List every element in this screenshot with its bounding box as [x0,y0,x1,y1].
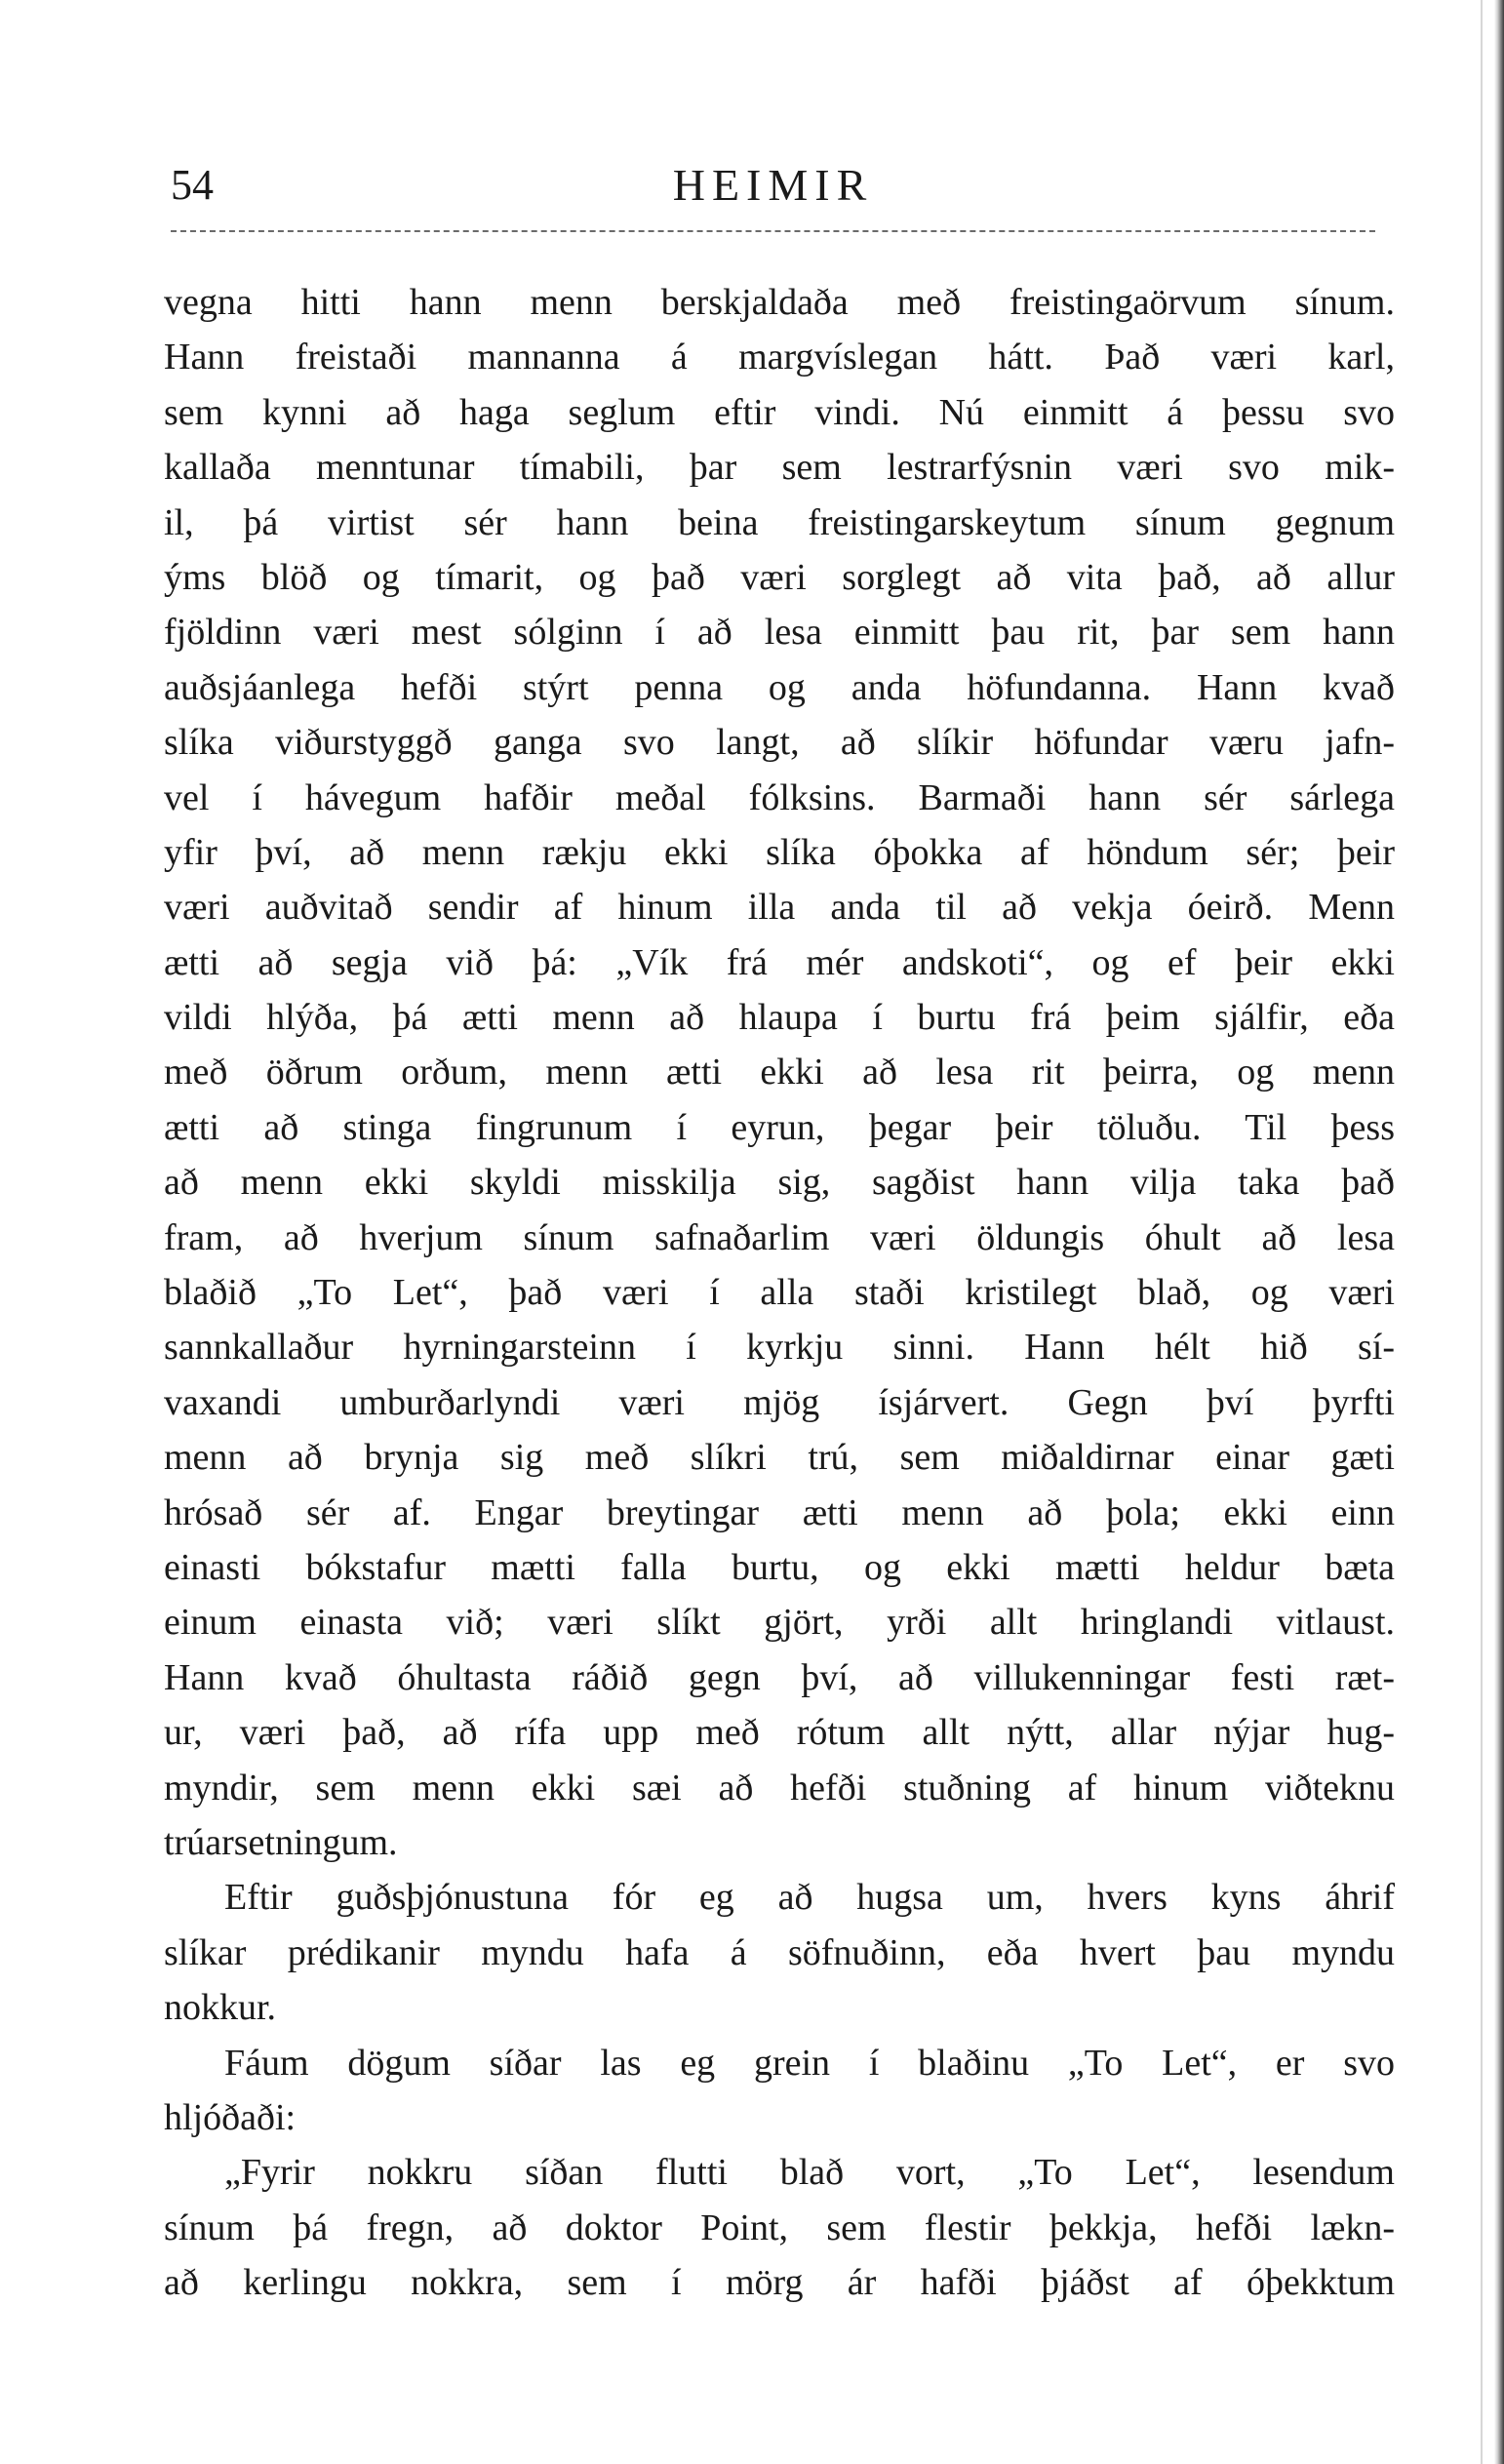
text-line: sem kynni að haga seglum eftir vindi. Nú einmitt á þessu svo [164,391,1395,433]
text-line: að menn ekki skyldi misskilja sig, sagðist hann vilja taka það [164,1162,1395,1204]
text-line: Eftir guðsþjónustuna fór eg að hugsa um, hvers kyns áhrif [224,1877,1395,1919]
text-line: einasti bókstafur mætti falla burtu, og ekki mætti heldur bæta [164,1546,1395,1588]
text-line: myndir, sem menn ekki sæi að hefði stuðning af hinum viðteknu [164,1767,1395,1808]
text-line: kallaða menntunar tímabili, þar sem lestrarfýsnin væri svo mik- [164,447,1395,489]
text-line: Fáum dögum síðar las eg grein í blaðinu „To Let“, er svo [224,2042,1395,2084]
page-header [171,156,1375,224]
text-line: trúarsetningum. [164,1821,398,1863]
body-text [164,275,1395,2310]
text-line: ætti að stinga fingrunum í eyrun, þegar þeir töluðu. Til þess [164,1106,1395,1148]
text-line: il, þá virtist sér hann beina freistingarskeytum sínum gegnum [164,501,1395,543]
text-line: auðsjáanlega hefði stýrt penna og anda höfundanna. Hann kvað [164,666,1395,708]
running-title: HEIMIR [672,160,874,210]
text-line: slíkar prédikanir myndu hafa á söfnuðinn, eða hvert þau myndu [164,1931,1395,1973]
text-line: vel í hávegum hafðir meðal fólksins. Barmaði hann sér sárlega [164,776,1395,818]
text-line: fjöldinn væri mest sólginn í að lesa einmitt þau rit, þar sem hann [164,612,1395,654]
page-edge-shadow [1481,0,1483,2464]
text-line: Hann kvað óhultasta ráðið gegn því, að villukenningar festi ræt- [164,1656,1395,1698]
text-line: Hann freistaði mannanna á margvíslegan hátt. Það væri karl, [164,337,1395,378]
text-line: slíka viðurstyggð ganga svo langt, að slíkir höfundar væru jafn- [164,722,1395,764]
text-line: ur, væri það, að rífa upp með rótum allt nýtt, allar nýjar hug- [164,1712,1395,1754]
text-line: að kerlingu nokkra, sem í mörg ár hafði þjáðst af óþekktum [164,2262,1395,2304]
page-edge [1494,0,1504,2464]
text-line: yfir því, að menn rækju ekki slíka óþokka af höndum sér; þeir [164,831,1395,873]
text-line: sannkallaður hyrningarsteinn í kyrkju sinni. Hann hélt hið sí- [164,1327,1395,1369]
text-line: vegna hitti hann menn berskjaldaða með freistingaörvum sínum. [164,282,1395,323]
page-number: 54 [171,161,214,209]
text-line: „Fyrir nokkru síðan flutti blað vort, „To Let“, lesendum [224,2152,1395,2194]
text-line: einum einasta við; væri slíkt gjört, yrði allt hringlandi vitlaust. [164,1602,1395,1644]
text-line: menn að brynja sig með slíkri trú, sem miðaldirnar einar gæti [164,1437,1395,1479]
text-line: blaðið „To Let“, það væri í alla staði kristilegt blað, og væri [164,1272,1395,1314]
text-line: nokkur. [164,1987,277,2029]
text-line: vaxandi umburðarlyndi væri mjög ísjárvert. Gegn því þyrfti [164,1381,1395,1423]
text-line: ætti að segja við þá: „Vík frá mér andskoti“, og ef þeir ekki [164,941,1395,983]
text-line: fram, að hverjum sínum safnaðarlim væri öldungis óhult að lesa [164,1216,1395,1258]
text-line: með öðrum orðum, menn ætti ekki að lesa rit þeirra, og menn [164,1052,1395,1093]
text-line: væri auðvitað sendir af hinum illa anda til að vekja óeirð. Menn [164,887,1395,929]
text-line: vildi hlýða, þá ætti menn að hlaupa í burtu frá þeim sjálfir, eða [164,997,1395,1039]
header-rule [171,230,1375,232]
text-line: hljóðaði: [164,2096,297,2138]
text-line: hrósað sér af. Engar breytingar ætti menn að þola; ekki einn [164,1491,1395,1533]
text-line: sínum þá fregn, að doktor Point, sem flestir þekkja, hefði lækn- [164,2206,1395,2248]
text-line: ýms blöð og tímarit, og það væri sorglegt að vita það, að allur [164,556,1395,598]
